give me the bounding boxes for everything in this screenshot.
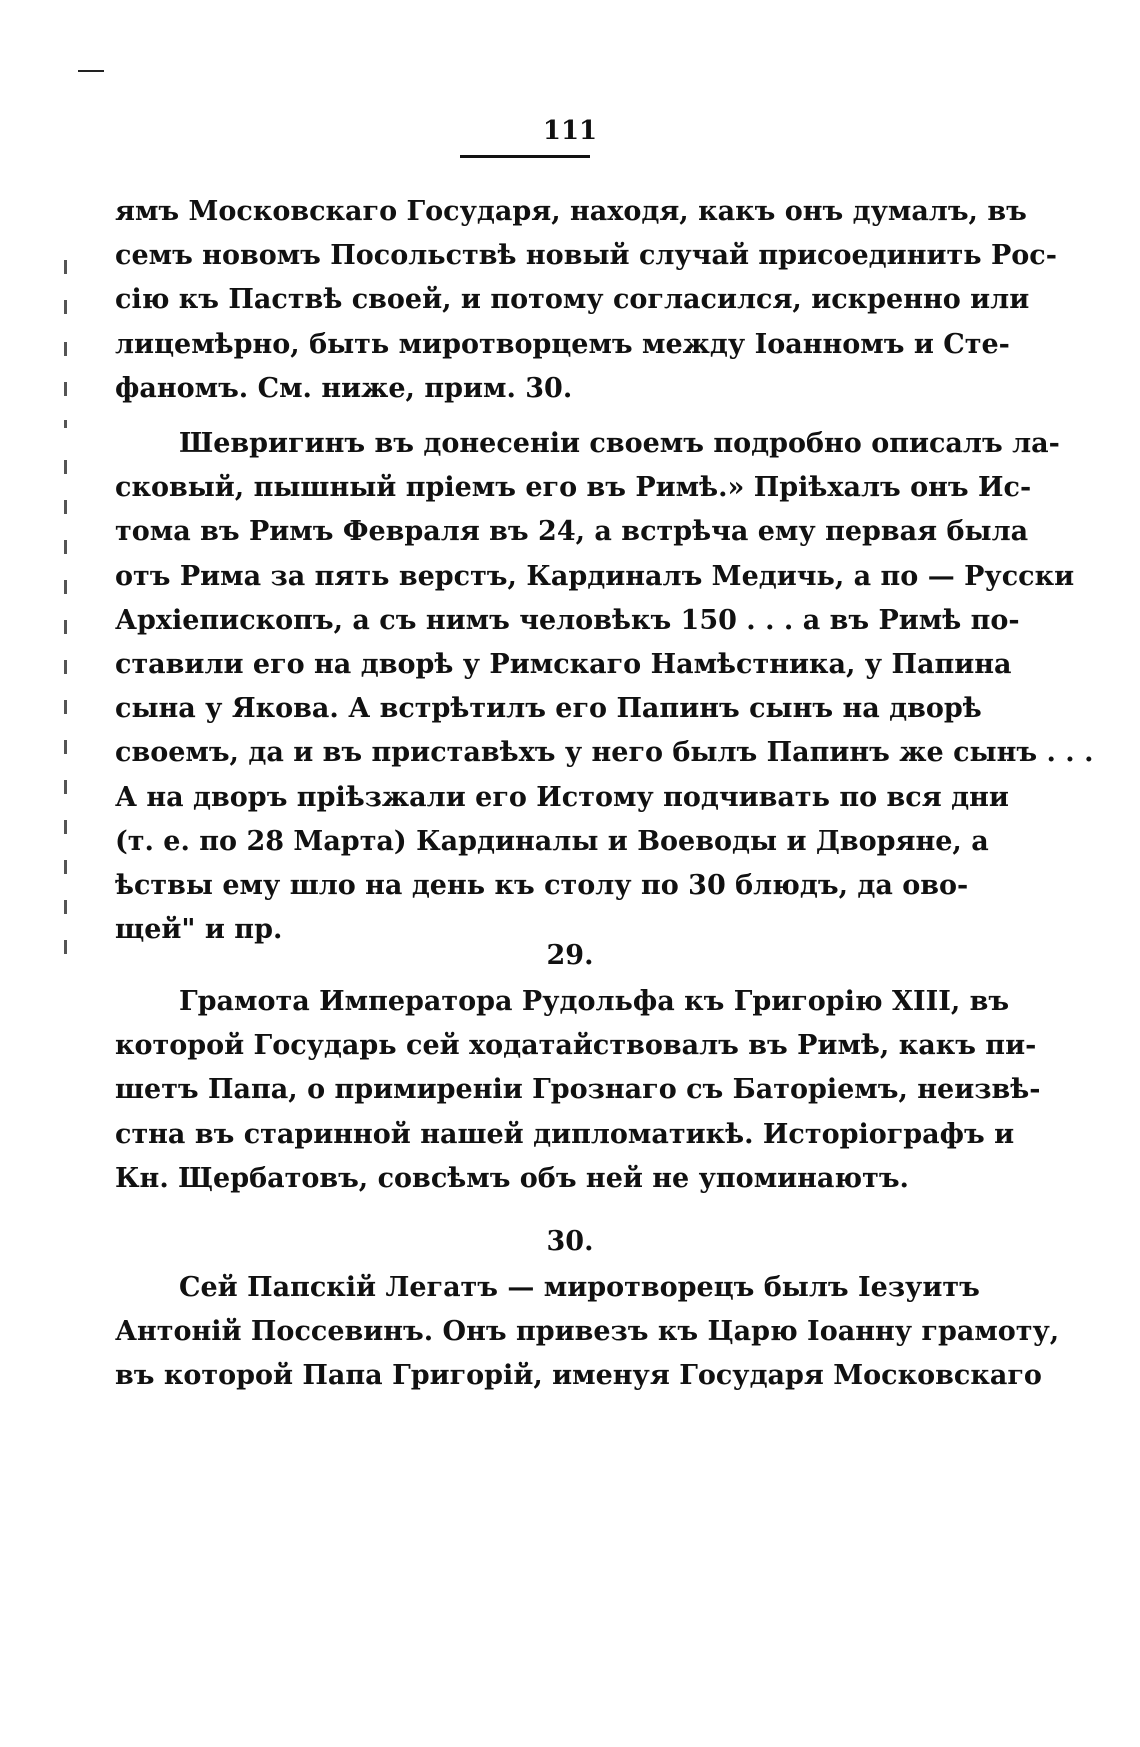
paragraph-1: [115, 190, 1057, 411]
text-line: сію къ Паствѣ своей, и потому согласился, искренно или: [115, 284, 1030, 316]
text-line: шетъ Папа, о примиреніи Грознаго съ Баторіемъ, неизвѣ-: [115, 1074, 1041, 1106]
text-line: сковый, пышный пріемъ его въ Римѣ.» Пріѣхалъ онъ Ис-: [115, 472, 1032, 504]
text-line: ѣствы ему шло на день къ столу по 30 блюдъ, да ово-: [115, 869, 969, 901]
text-line: Сей Папскій Легатъ — миротворецъ былъ Іезуитъ: [179, 1272, 980, 1303]
text-line: тома въ Римъ Февраля въ 24, а встрѣча ему первая была: [115, 516, 1029, 548]
paragraph-29: [115, 980, 1041, 1201]
text-line: своемъ, да и въ приставѣхъ у него былъ Папинъ же сынъ . . .: [115, 737, 1094, 769]
text-line: фаномъ. См. ниже, прим. 30.: [115, 372, 573, 404]
text-line: А на дворъ пріѣзжали его Истому подчивать по вся дни: [115, 781, 1009, 813]
scan-edge-mark: [78, 70, 104, 72]
section-number-30: 30.: [546, 1226, 594, 1257]
text-line: Кн. Щербатовъ, совсѣмъ объ ней не упоминаютъ.: [115, 1162, 909, 1194]
page-number-rule: [460, 155, 590, 158]
text-line: Шевригинъ въ донесеніи своемъ подробно описалъ ла-: [179, 428, 1060, 459]
text-line: ямъ Московскаго Государя, находя, какъ онъ думалъ, въ: [115, 196, 1027, 227]
text-line: (т. е. по 28 Марта) Кардиналы и Воеводы и Дворяне, а: [115, 825, 989, 857]
margin-scan-marks: [58, 260, 78, 1040]
text-line: стна въ старинной нашей дипломатикѣ. Исторіографъ и: [115, 1118, 1015, 1150]
text-line: Антоній Поссевинъ. Онъ привезъ къ Царю Іоанну грамоту,: [115, 1316, 1060, 1348]
text-line: Грамота Императора Рудольфа къ Григорію XIII, въ: [179, 986, 1010, 1017]
page-number: 111: [542, 116, 598, 146]
text-line: въ которой Папа Григорій, именуя Государя Московскаго: [115, 1360, 1042, 1392]
text-line: семъ новомъ Посольствѣ новый случай присоединить Рос-: [115, 240, 1057, 272]
paragraph-2: [115, 422, 1094, 952]
text-line: сына у Якова. А встрѣтилъ его Папинъ сынъ на дворѣ: [115, 693, 982, 725]
text-line: ставили его на дворѣ у Римскаго Намѣстника, у Папина: [115, 648, 1012, 680]
text-line: отъ Рима за пять верстъ, Кардиналъ Медичь, а по — Русски: [115, 560, 1075, 592]
section-number-29: 29.: [546, 940, 594, 971]
text-line: лицемѣрно, быть миротворцемъ между Іоанномъ и Сте-: [115, 328, 1010, 360]
paragraph-30: [115, 1266, 1060, 1399]
text-line: щей" и пр.: [115, 914, 283, 946]
text-line: которой Государь сей ходатайствовалъ въ Римѣ, какъ пи-: [115, 1030, 1037, 1062]
text-line: Архіепископъ, а съ нимъ человѣкъ 150 . . . а въ Римѣ по-: [115, 604, 1020, 636]
